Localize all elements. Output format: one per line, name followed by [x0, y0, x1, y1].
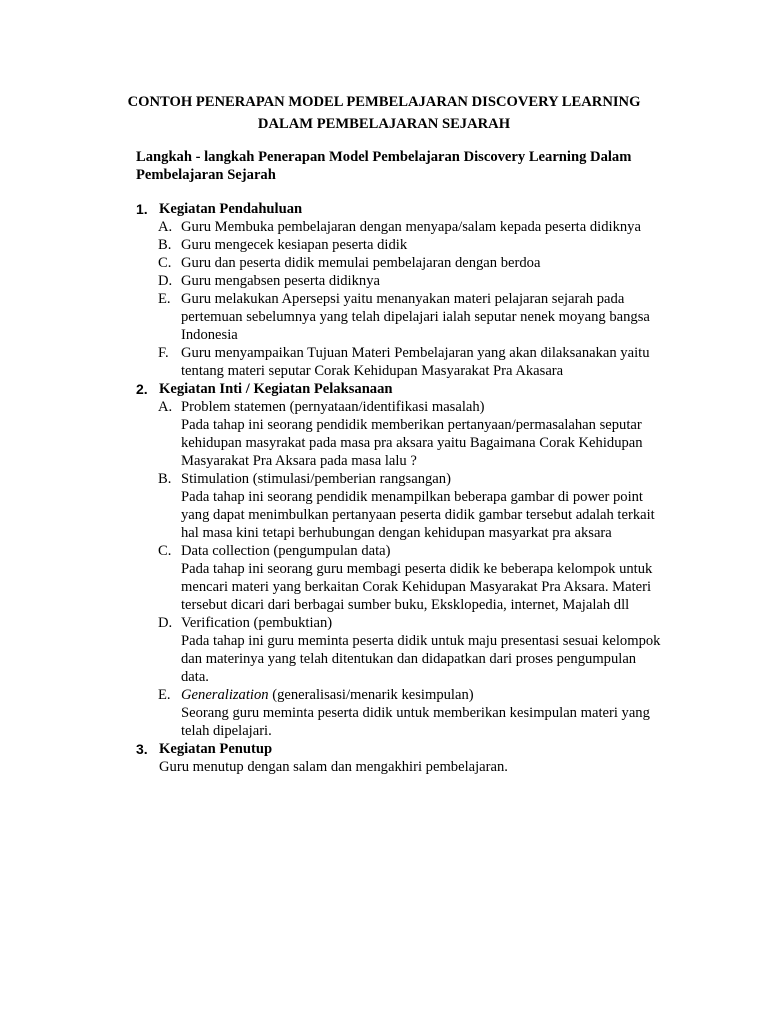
- s1-item-c-text: Guru dan peserta didik memulai pembelajaran dengan berdoa: [181, 255, 541, 271]
- s2-item-d-text-4: data.: [181, 669, 209, 685]
- document-subtitle: [136, 148, 696, 184]
- s1-item-e-text-2: pertemuan sebelumnya yang telah dipelajari ialah seputar nenek moyang bangsa: [181, 309, 650, 325]
- s2-item-c-text-2: Pada tahap ini seorang guru membagi peserta didik ke beberapa kelompok untuk: [181, 561, 653, 577]
- s2-item-b-text-3: yang dapat menimbulkan pertanyaan peserta didik gambar tersebut adalah terkait: [181, 507, 655, 523]
- document-title-line2: DALAM PEMBELAJARAN SEJARAH: [257, 116, 511, 132]
- s2-item-a-text-2: Pada tahap ini seorang pendidik memberikan pertanyaan/permasalahan seputar: [181, 417, 642, 433]
- section2-title: Kegiatan Inti / Kegiatan Pelaksanaan: [159, 381, 393, 397]
- s1-item-f-text-1: Guru menyampaikan Tujuan Materi Pembelajaran yang akan dilaksanakan yaitu: [181, 345, 650, 361]
- s2-item-e-italic: Generalization: [181, 687, 269, 703]
- document-title-line1: CONTOH PENERAPAN MODEL PEMBELAJARAN DISCOVERY LEARNING: [127, 94, 641, 110]
- s2-item-e-text-3: telah dipelajari.: [181, 723, 272, 739]
- s2-item-b-text-1: Stimulation (stimulasi/pemberian rangsangan): [181, 471, 451, 487]
- s1-item-c-letter: C.: [158, 255, 172, 271]
- s2-item-c-letter: C.: [158, 543, 172, 559]
- s2-item-e-letter: E.: [158, 687, 171, 703]
- s1-item-a-letter: A.: [158, 219, 173, 235]
- s1-item-e-letter: E.: [158, 291, 171, 307]
- subtitle-line2: Pembelajaran Sejarah: [136, 167, 276, 183]
- s2-item-c-text-4: tersebut dicari dari berbagai sumber buku, Eksklopedia, internet, Majalah dll: [181, 597, 630, 613]
- s2-item-b-text-4: hal masa kini tetapi berhubungan dengan kehidupan masyarkat pra aksara: [181, 525, 612, 541]
- s1-item-b-text: Guru mengecek kesiapan peserta didik: [181, 237, 408, 253]
- s2-item-e-text-1: [181, 686, 474, 704]
- section1-title: Kegiatan Pendahuluan: [159, 201, 303, 217]
- s2-item-a-text-4: Masyarakat Pra Aksara pada masa lalu ?: [181, 453, 417, 469]
- s2-item-d-letter: D.: [158, 615, 173, 631]
- s2-item-d-text-3: dan materinya yang telah ditentukan dan didapatkan dari proses pengumpulan: [181, 651, 637, 667]
- s1-item-e-text-3: Indonesia: [181, 327, 238, 343]
- s2-item-d-text-2: Pada tahap ini guru meminta peserta didik untuk maju presentasi sesuai kelompok: [181, 633, 661, 649]
- s2-item-a-letter: A.: [158, 399, 173, 415]
- s1-item-f-text-2: tentang materi seputar Corak Kehidupan Masyarakat Pra Akasara: [181, 363, 564, 379]
- s1-item-d-text: Guru mengabsen peserta didiknya: [181, 273, 380, 289]
- s2-item-b-text-2: Pada tahap ini seorang pendidik menampilkan beberapa gambar di power point: [181, 489, 643, 505]
- s2-item-e-text-2: Seorang guru meminta peserta didik untuk memberikan kesimpulan materi yang: [181, 705, 650, 721]
- section1-number: 1.: [136, 201, 148, 217]
- subtitle-line1: Langkah - langkah Penerapan Model Pembelajaran Discovery Learning Dalam: [136, 149, 632, 165]
- s2-item-e-rest: (generalisasi/menarik kesimpulan): [268, 687, 474, 703]
- s2-item-b-letter: B.: [158, 471, 172, 487]
- section3-number: 3.: [136, 741, 148, 757]
- s2-item-a-text-1: Problem statemen (pernyataan/identifikasi masalah): [181, 399, 485, 415]
- s1-item-e-text-1: Guru melakukan Apersepsi yaitu menanyakan materi pelajaran sejarah pada: [181, 291, 625, 307]
- s2-item-c-text-1: Data collection (pengumpulan data): [181, 543, 391, 559]
- s2-item-a-text-3: kehidupan masyrakat pada masa pra aksara yaitu Bagaimana Corak Kehidupan: [181, 435, 643, 451]
- section3-title: Kegiatan Penutup: [159, 741, 273, 757]
- s2-item-d-text-1: Verification (pembuktian): [181, 615, 333, 631]
- section3-text: Guru menutup dengan salam dan mengakhiri pembelajaran.: [159, 759, 508, 775]
- s1-item-a-text: Guru Membuka pembelajaran dengan menyapa/salam kepada peserta didiknya: [181, 219, 641, 235]
- s2-item-c-text-3: mencari materi yang berkaitan Corak Kehidupan Masyarakat Pra Aksara. Materi: [181, 579, 652, 595]
- s1-item-f-letter: F.: [158, 345, 169, 361]
- s1-item-b-letter: B.: [158, 237, 172, 253]
- section2-number: 2.: [136, 381, 148, 397]
- s1-item-d-letter: D.: [158, 273, 173, 289]
